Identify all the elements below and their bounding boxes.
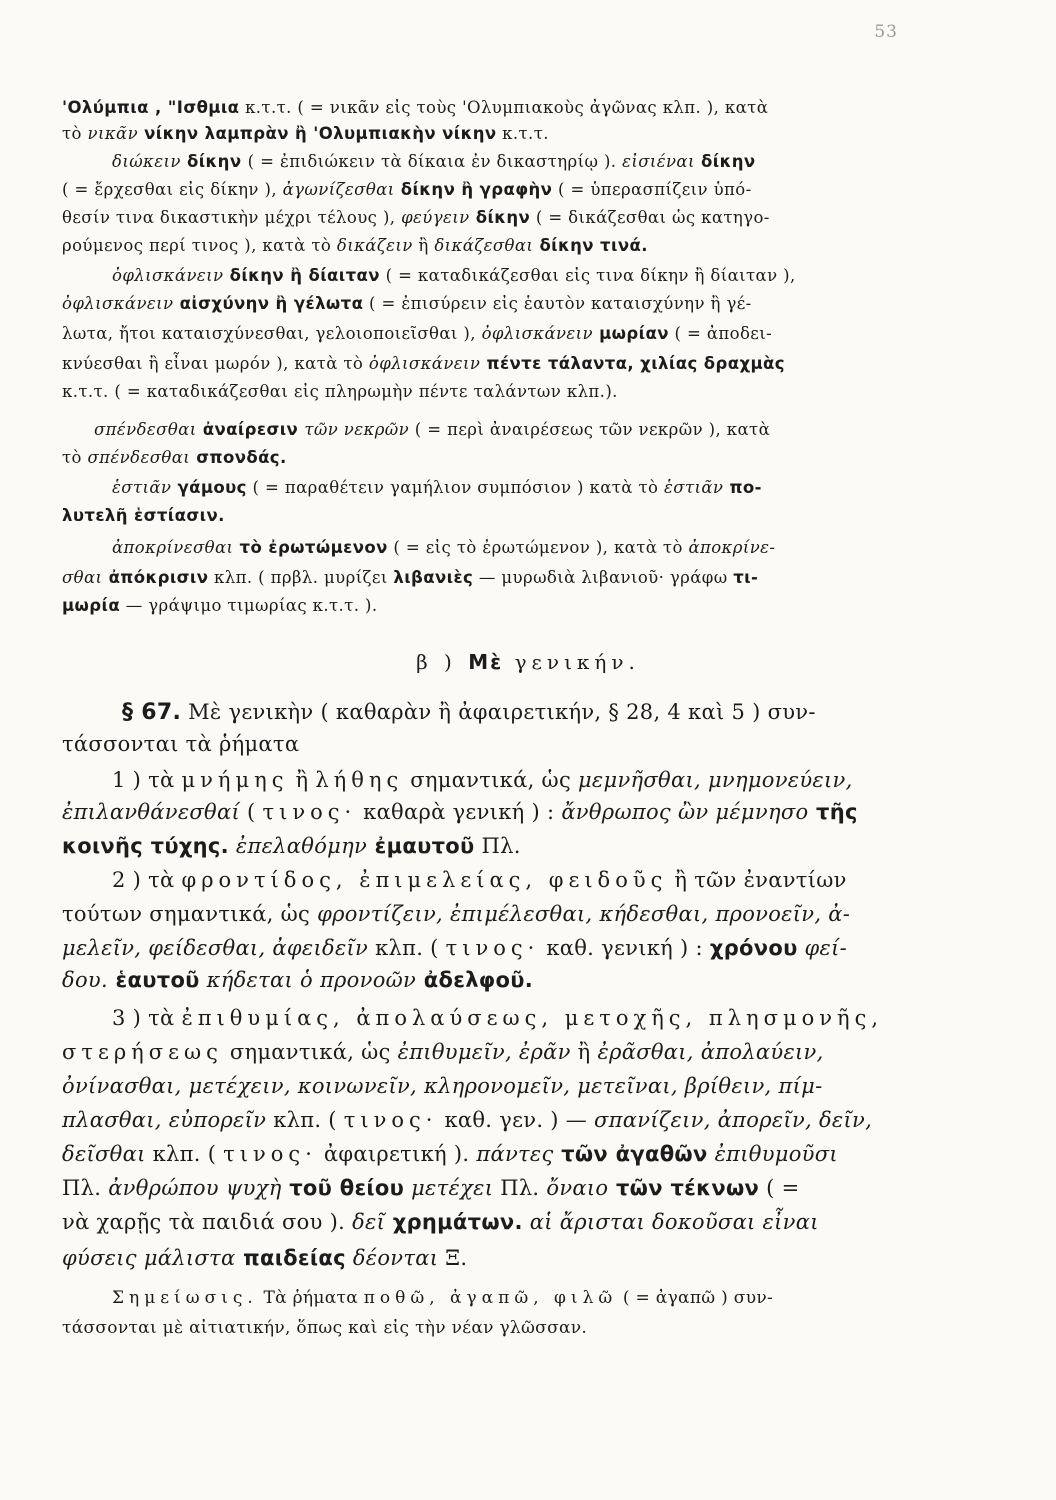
text-line: μελεῖν, φείδεσθαι, ἀφειδεῖν κλπ. ( τινος· καθ. γενική ) : χρόνου φεί-: [62, 936, 848, 960]
note-line: Σημείωσις. Τὰ ῥήματα ποθῶ, ἀγαπῶ, φιλῶ ( = ἀγαπῶ ) συν-: [112, 1288, 774, 1308]
text-line: ἀποκρίνεσθαι τὸ ἐρωτώμενον ( = εἰς τὸ ἐρωτώμενον ), κατὰ τὸ ἀποκρίνε-: [112, 538, 776, 557]
text-line: δεῖσθαι κλπ. ( τινος· ἀφαιρετική ). πάντες τῶν ἀγαθῶν ἐπιθυμοῦσι: [62, 1142, 838, 1166]
text-line: λυτελῆ ἑστίασιν.: [62, 506, 225, 525]
text-line: κνύεσθαι ἢ εἶναι μωρόν ), κατὰ τὸ ὀφλισκάνειν πέντε τάλαντα, χιλίας δραχμὰς: [62, 354, 785, 373]
page-number: 53: [874, 22, 898, 42]
section-number: § 67.: [122, 700, 182, 725]
text-line: θεσίν τινα δικαστικὴν μέχρι τέλους ), φεύγειν δίκην ( = δικάζεσθαι ὡς κατηγο-: [62, 208, 770, 227]
text-line: κ.τ.τ. ( = καταδικάζεσθαι εἰς πληρωμὴν πέντε ταλάντων κλπ.).: [62, 382, 618, 401]
text-line: 1 ) τὰ μνήμης ἢ λήθης σημαντικά, ὡς μεμνῆσθαι, μνημονεύειν,: [112, 768, 853, 792]
text-line: διώκειν δίκην ( = ἐπιδιώκειν τὰ δίκαια ἐν δικαστηρίῳ ). εἰσιέναι δίκην: [112, 152, 756, 171]
text-line: νὰ χαρῇς τὰ παιδιά σου ). δεῖ χρημάτων. αἱ ἄρισται δοκοῦσαι εἶναι: [62, 1210, 819, 1234]
text-line: ἑστιᾶν γάμους ( = παραθέτειν γαμήλιον συμπόσιον ) κατὰ τὸ ἑστιᾶν πο-: [112, 478, 762, 497]
text-line: 3 ) τὰ ἐπιθυμίας, ἀπολαύσεως, μετοχῆς, πλησμονῆς,: [112, 1006, 884, 1030]
text-line: τάσσονται τὰ ῥήματα: [62, 732, 300, 756]
text-line: ( = ἔρχεσθαι εἰς δίκην ), ἀγωνίζεσθαι δίκην ἢ γραφὴν ( = ὑπερασπίζειν ὑπό-: [62, 180, 752, 199]
text-line: φύσεις μάλιστα παιδείας δέονται Ξ.: [62, 1246, 468, 1270]
text-line: Πλ. ἀνθρώπου ψυχὴ τοῦ θείου μετέχει Πλ. ὄναιο τῶν τέκνων ( =: [62, 1176, 800, 1200]
text-line: 2 ) τὰ φροντίδος, ἐπιμελείας, φειδοῦς ἢ τῶν ἐναντίων: [112, 868, 847, 892]
text-line: τὸ σπένδεσθαι σπονδάς.: [62, 448, 287, 467]
text-line: ἐπιλανθάνεσθαί ( τινος· καθαρὰ γενική ) : ἄνθρωπος ὢν μέμνησο τῆς: [62, 800, 858, 824]
text-line: 'Ολύμπια , "Ισθμια κ.τ.τ. ( = νικᾶν εἰς τοὺς 'Ολυμπιακοὺς ἀγῶνας κλπ. ), κατὰ: [62, 98, 769, 117]
text-line: τούτων σημαντικά, ὡς φροντίζειν, ἐπιμέλεσθαι, κήδεσθαι, προνοεῖν, ἀ-: [62, 902, 851, 926]
text-line: λωτα, ἤτοι καταισχύνεσθαι, γελοιοποιεῖσθαι ), ὀφλισκάνειν μωρίαν ( = ἀποδει-: [62, 324, 773, 343]
section-heading: β ) Μὲ γενικήν.: [416, 650, 640, 674]
text-line: ὀνίνασθαι, μετέχειν, κοινωνεῖν, κληρονομεῖν, μετεῖναι, βρίθειν, πίμ-: [62, 1074, 823, 1098]
text-line: μωρία — γράψιμο τιμωρίας κ.τ.τ. ).: [62, 596, 378, 615]
text-line: πλασθαι, εὐπορεῖν κλπ. ( τινος· καθ. γεν. ) — σπανίζειν, ἀπορεῖν, δεῖν,: [62, 1108, 873, 1132]
text-line: § 67. Μὲ γενικὴν ( καθαρὰν ἢ ἀφαιρετικήν, § 28, 4 καὶ 5 ) συν-: [122, 700, 816, 725]
text-line: τὸ νικᾶν νίκην λαμπρὰν ἢ 'Ολυμπιακὴν νίκην κ.τ.τ.: [62, 124, 549, 143]
text-line: σθαι ἀπόκρισιν κλπ. ( πρβλ. μυρίζει λιβανιὲς — μυρωδιὰ λιβανιοῦ· γράφω τι-: [62, 568, 759, 587]
text-line: κοινῆς τύχης. ἐπελαθόμην ἐμαυτοῦ Πλ.: [62, 834, 521, 858]
text-line: στερήσεως σημαντικά, ὡς ἐπιθυμεῖν, ἐρᾶν ἢ ἐρᾶσθαι, ἀπολαύειν,: [62, 1040, 824, 1064]
text-line: δου. ἑαυτοῦ κήδεται ὁ προνοῶν ἀδελφοῦ.: [62, 968, 533, 992]
text-line: σπένδεσθαι ἀναίρεσιν τῶν νεκρῶν ( = περὶ ἀναιρέσεως τῶν νεκρῶν ), κατὰ: [94, 420, 771, 439]
text-line: ρούμενος περί τινος ), κατὰ τὸ δικάζειν ἢ δικάζεσθαι δίκην τινά.: [62, 236, 648, 255]
text-line: ὀφλισκάνειν δίκην ἢ δίαιταν ( = καταδικάζεσθαι εἰς τινα δίκην ἢ δίαιταν ),: [112, 266, 796, 285]
note-line: τάσσονται μὲ αἰτιατικήν, ὅπως καὶ εἰς τὴν νέαν γλῶσσαν.: [62, 1318, 588, 1338]
text-line: ὀφλισκάνειν αἰσχύνην ἢ γέλωτα ( = ἐπισύρειν εἰς ἑαυτὸν καταισχύνην ἢ γέ-: [62, 294, 752, 313]
